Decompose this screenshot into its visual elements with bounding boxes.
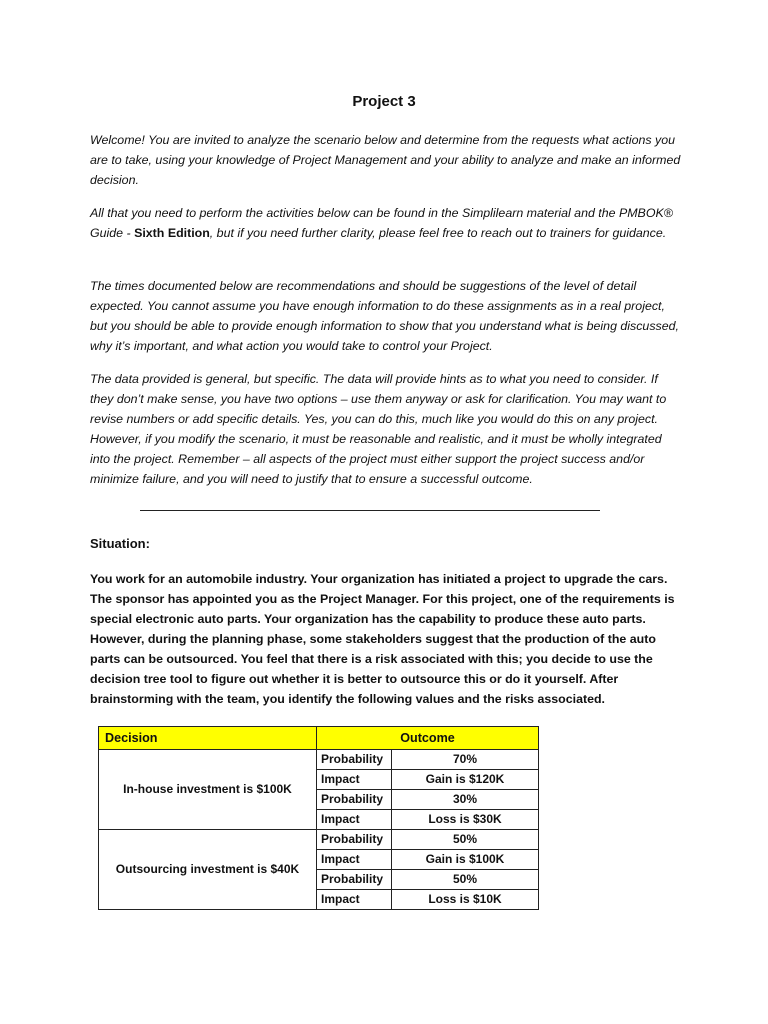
row-label: Probability (317, 750, 392, 770)
table-header-row (99, 727, 539, 750)
header-outcome: Outcome (317, 727, 539, 750)
intro-paragraph-2 (90, 203, 682, 243)
row-label: Impact (317, 890, 392, 910)
row-value: 50% (392, 830, 539, 850)
row-label: Probability (317, 870, 392, 890)
intro-paragraph-1: Welcome! You are invited to analyze the scenario below and determine from the requests what actions you are to take, using your knowledge of Project Management and your ability to analyze and make an informed decision. (90, 133, 681, 187)
intro-paragraph-2-bold: Sixth Edition (134, 226, 210, 240)
intro-paragraph-3: The times documented below are recommendations and should be suggestions of the level of detail expected. You cannot assume you have enough information to do these assignments as in a real project, but you should be able to provide enough information to show that you understand what is being discussed, why it’s important, and what action you would take to control your Project. (90, 279, 679, 353)
row-value: Loss is $10K (392, 890, 539, 910)
page-title: Project 3 (352, 93, 416, 110)
row-label: Probability (317, 830, 392, 850)
table-row (99, 830, 539, 850)
intro-paragraph-2-start: All that you need to perform the activities below can be found in the Simplilearn material and the PMBOK® Guide - (90, 206, 673, 240)
situation-paragraph: You work for an automobile industry. Your organization has initiated a project to upgrade the cars. The sponsor has appointed you as the Project Manager. For this project, one of the requirements is special electronic auto parts. Your organization has the capability to produce these auto parts. However, during the planning phase, some stakeholders suggest that the production of the auto parts can be outsourced. You feel that there is a risk associated with this; you decide to use the decision tree tool to figure out whether it is better to outsource this or do it yourself. After brainstorming with the team, you identify the following values and the risks associated. (90, 572, 675, 706)
header-decision: Decision (99, 727, 317, 750)
intro-paragraph-2-end: , but if you need further clarity, please feel free to reach out to trainers for guidance. (209, 226, 667, 240)
row-label: Impact (317, 850, 392, 870)
row-value: Loss is $30K (392, 810, 539, 830)
table-row (99, 750, 539, 770)
decision-table (98, 726, 539, 910)
horizontal-divider (140, 510, 600, 511)
option-outsourcing: Outsourcing investment is $40K (99, 830, 317, 910)
row-value: 50% (392, 870, 539, 890)
row-label: Impact (317, 770, 392, 790)
row-label: Impact (317, 810, 392, 830)
row-value: 30% (392, 790, 539, 810)
row-label: Probability (317, 790, 392, 810)
row-value: Gain is $100K (392, 850, 539, 870)
option-inhouse: In-house investment is $100K (99, 750, 317, 830)
row-value: Gain is $120K (392, 770, 539, 790)
row-value: 70% (392, 750, 539, 770)
situation-heading: Situation: (90, 536, 150, 551)
intro-paragraph-4: The data provided is general, but specific. The data will provide hints as to what you need to consider. If they don’t make sense, you have two options – use them anyway or ask for clarification. You may want to revise numbers or add specific details. Yes, you can do this, much like you would do this on any project. However, if you modify the scenario, it must be reasonable and realistic, and it must be wholly integrated into the project. Remember – all aspects of the project must either support the project success and/or minimize failure, and you will need to justify that to ensure a successful outcome. (90, 372, 667, 486)
